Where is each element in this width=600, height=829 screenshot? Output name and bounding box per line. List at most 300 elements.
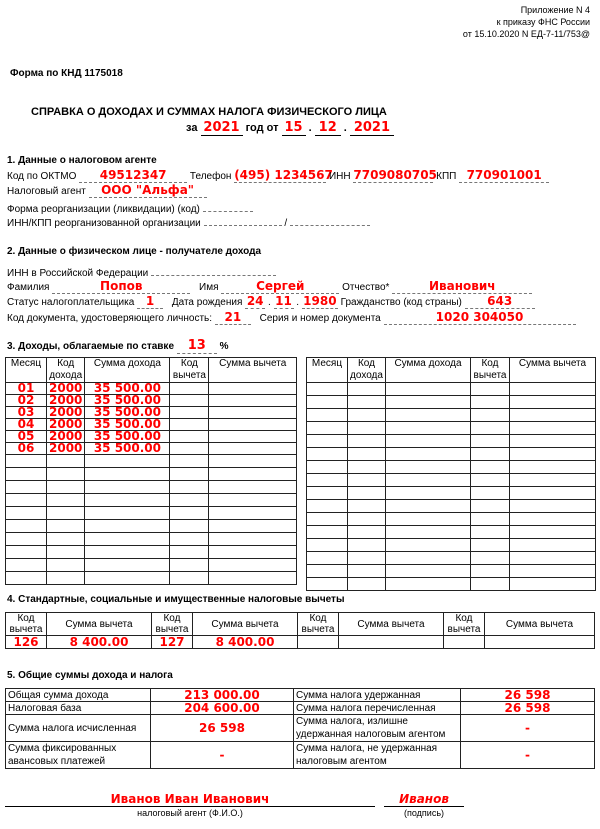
empty-cell[interactable] bbox=[386, 578, 471, 591]
income-table-left bbox=[5, 357, 297, 585]
table-row bbox=[307, 487, 596, 500]
empty-cell[interactable] bbox=[47, 559, 85, 572]
empty-cell[interactable] bbox=[386, 526, 471, 539]
col-deduction-code: Код вычета bbox=[152, 613, 193, 636]
col-income-amount: Сумма дохода bbox=[386, 358, 471, 383]
empty-cell[interactable] bbox=[209, 546, 297, 559]
col-month: Месяц bbox=[307, 358, 348, 383]
table-row bbox=[307, 578, 596, 591]
empty-cell[interactable] bbox=[307, 435, 348, 448]
deduction-amount-cell[interactable] bbox=[209, 443, 297, 455]
month-cell[interactable]: 04 bbox=[6, 419, 47, 431]
empty-cell[interactable] bbox=[348, 526, 386, 539]
person-status-row: Статус налогоплательщика 1 Дата рождения 24 . 11 . 1980 Гражданство (код страны) 643 bbox=[7, 294, 535, 309]
empty-cell[interactable] bbox=[47, 546, 85, 559]
deduction-code-cell[interactable] bbox=[170, 431, 209, 443]
empty-cell[interactable] bbox=[85, 468, 170, 481]
empty-cell[interactable] bbox=[510, 487, 596, 500]
income-amount-cell[interactable]: 35 500.00 bbox=[85, 407, 170, 419]
empty-cell[interactable] bbox=[6, 494, 47, 507]
empty-cell[interactable] bbox=[85, 546, 170, 559]
empty-cell[interactable] bbox=[471, 435, 510, 448]
empty-cell[interactable] bbox=[348, 474, 386, 487]
table-row bbox=[307, 526, 596, 539]
empty-cell[interactable] bbox=[386, 500, 471, 513]
section5-title: 5. Общие суммы дохода и налога bbox=[7, 670, 173, 681]
col-deduction-code: Код вычета bbox=[471, 358, 510, 383]
slash: / bbox=[284, 218, 288, 229]
income-amount-cell[interactable]: 35 500.00 bbox=[85, 419, 170, 431]
empty-cell[interactable] bbox=[85, 559, 170, 572]
empty-cell[interactable] bbox=[47, 520, 85, 533]
table-row bbox=[6, 702, 595, 715]
empty-cell[interactable] bbox=[471, 474, 510, 487]
col-deduction-code: Код вычета bbox=[444, 613, 485, 636]
income-code-cell[interactable]: 2000 bbox=[47, 419, 85, 431]
empty-cell[interactable] bbox=[307, 448, 348, 461]
table-row bbox=[6, 546, 297, 559]
deduction-amount-cell[interactable]: 8 400.00 bbox=[193, 636, 298, 649]
table-row bbox=[6, 494, 297, 507]
empty-cell[interactable] bbox=[471, 448, 510, 461]
table-row bbox=[307, 513, 596, 526]
agent-name-row bbox=[7, 183, 207, 198]
empty-cell[interactable] bbox=[348, 396, 386, 409]
form-code: Форма по КНД 1175018 bbox=[10, 68, 123, 79]
reorg-label: Форма реорганизации (ликвидации) (код) bbox=[7, 204, 200, 215]
empty-cell[interactable] bbox=[348, 422, 386, 435]
section3-title: 3. Доходы, облагаемые по ставке bbox=[7, 341, 175, 352]
empty-cell[interactable] bbox=[510, 565, 596, 578]
empty-cell[interactable] bbox=[348, 578, 386, 591]
name-label: Имя bbox=[199, 282, 219, 293]
deduction-amount-cell[interactable] bbox=[485, 636, 595, 649]
fixed-advance-label: Сумма фиксированных авансовых платежей bbox=[6, 742, 151, 769]
date-year-field[interactable]: 2021 bbox=[350, 120, 394, 136]
signature-caption: (подпись) bbox=[403, 808, 445, 818]
section2-title: 2. Данные о физическом лице - получателе дохода bbox=[7, 246, 262, 257]
empty-cell[interactable] bbox=[471, 539, 510, 552]
empty-cell[interactable] bbox=[386, 396, 471, 409]
empty-cell[interactable] bbox=[471, 526, 510, 539]
tax-not-withheld-label: Сумма налога, не удержанная налоговым агентом bbox=[294, 742, 461, 769]
month-cell[interactable]: 01 bbox=[6, 383, 47, 395]
deduction-amount-cell[interactable]: 8 400.00 bbox=[47, 636, 152, 649]
agent-codes-row bbox=[7, 168, 549, 183]
income-amount-cell[interactable]: 35 500.00 bbox=[85, 395, 170, 407]
inn-label: ИНН bbox=[328, 171, 351, 182]
order-label: к приказу ФНС России bbox=[496, 17, 590, 27]
kpp-label: КПП bbox=[436, 171, 457, 182]
empty-cell[interactable] bbox=[47, 533, 85, 546]
empty-cell[interactable] bbox=[386, 409, 471, 422]
empty-cell[interactable] bbox=[348, 435, 386, 448]
person-doc-row bbox=[7, 310, 576, 325]
empty-cell[interactable] bbox=[47, 455, 85, 468]
reorg-kpp-field[interactable] bbox=[290, 214, 370, 226]
month-cell[interactable]: 02 bbox=[6, 395, 47, 407]
table-header-row bbox=[6, 613, 595, 636]
document-date-line bbox=[186, 120, 394, 136]
table-row bbox=[6, 443, 297, 455]
patronymic-field[interactable]: Иванович bbox=[392, 279, 532, 294]
agent-fio[interactable]: Иванов Иван Иванович bbox=[110, 792, 270, 806]
deduction-code-cell[interactable]: 127 bbox=[152, 636, 193, 649]
signature-line bbox=[384, 792, 464, 807]
empty-cell[interactable] bbox=[47, 507, 85, 520]
col-income-amount: Сумма дохода bbox=[85, 358, 170, 383]
empty-cell[interactable] bbox=[170, 481, 209, 494]
empty-cell[interactable] bbox=[386, 435, 471, 448]
col-deduction-amount: Сумма вычета bbox=[47, 613, 152, 636]
deduction-code-cell[interactable] bbox=[170, 395, 209, 407]
total-income-value[interactable]: 213 000.00 bbox=[151, 689, 294, 702]
empty-cell[interactable] bbox=[348, 513, 386, 526]
month-field[interactable]: 12 bbox=[315, 120, 341, 136]
deduction-code-cell[interactable] bbox=[444, 636, 485, 649]
for-label: за bbox=[186, 122, 198, 134]
empty-cell[interactable] bbox=[348, 500, 386, 513]
reorg-code-field[interactable] bbox=[203, 200, 253, 212]
doc-code-field[interactable]: 21 bbox=[215, 310, 251, 325]
empty-cell[interactable] bbox=[471, 396, 510, 409]
empty-cell[interactable] bbox=[386, 383, 471, 396]
table-row bbox=[6, 533, 297, 546]
tax-overwithheld-label: Сумма налога, излишне удержанная налоговым агентом bbox=[294, 715, 461, 742]
tax-rate-field[interactable]: 13 bbox=[177, 338, 217, 354]
empty-cell[interactable] bbox=[170, 507, 209, 520]
deduction-amount-cell[interactable] bbox=[339, 636, 444, 649]
kpp-field[interactable]: 770901001 bbox=[459, 168, 549, 183]
table-row bbox=[307, 448, 596, 461]
empty-cell[interactable] bbox=[348, 461, 386, 474]
empty-cell[interactable] bbox=[307, 383, 348, 396]
empty-cell[interactable] bbox=[209, 468, 297, 481]
empty-cell[interactable] bbox=[170, 468, 209, 481]
income-amount-cell[interactable]: 35 500.00 bbox=[85, 443, 170, 455]
empty-cell[interactable] bbox=[307, 552, 348, 565]
section4-title: 4. Стандартные, социальные и имущественные налоговые вычеты bbox=[7, 594, 345, 605]
col-deduction-amount: Сумма вычета bbox=[339, 613, 444, 636]
person-inn-row bbox=[7, 264, 276, 279]
empty-cell[interactable] bbox=[471, 383, 510, 396]
tax-withheld-value[interactable]: 26 598 bbox=[461, 689, 595, 702]
income-code-cell[interactable]: 2000 bbox=[47, 443, 85, 455]
empty-cell[interactable] bbox=[170, 494, 209, 507]
reorg-row bbox=[7, 200, 253, 215]
empty-cell[interactable] bbox=[170, 520, 209, 533]
empty-cell[interactable] bbox=[510, 513, 596, 526]
empty-cell[interactable] bbox=[386, 474, 471, 487]
empty-cell[interactable] bbox=[471, 487, 510, 500]
table-row bbox=[307, 500, 596, 513]
empty-cell[interactable] bbox=[510, 539, 596, 552]
month-cell[interactable]: 06 bbox=[6, 443, 47, 455]
empty-cell[interactable] bbox=[307, 526, 348, 539]
empty-cell[interactable] bbox=[348, 409, 386, 422]
empty-cell[interactable] bbox=[85, 572, 170, 585]
signature-value[interactable]: Иванов bbox=[399, 792, 449, 806]
empty-cell[interactable] bbox=[6, 533, 47, 546]
empty-cell[interactable] bbox=[471, 552, 510, 565]
empty-cell[interactable] bbox=[85, 494, 170, 507]
birth-year-field[interactable]: 1980 bbox=[303, 294, 337, 308]
empty-cell[interactable] bbox=[510, 526, 596, 539]
table-row bbox=[6, 689, 595, 702]
col-deduction-amount: Сумма вычета bbox=[485, 613, 595, 636]
table-header-row bbox=[6, 358, 297, 383]
empty-cell[interactable] bbox=[170, 559, 209, 572]
empty-cell[interactable] bbox=[307, 565, 348, 578]
empty-cell[interactable] bbox=[386, 448, 471, 461]
empty-cell[interactable] bbox=[47, 481, 85, 494]
empty-cell[interactable] bbox=[386, 513, 471, 526]
appendix-label: Приложение N 4 bbox=[520, 5, 590, 15]
empty-cell[interactable] bbox=[510, 409, 596, 422]
phone-label: Телефон bbox=[189, 171, 232, 182]
empty-cell[interactable] bbox=[170, 533, 209, 546]
empty-cell[interactable] bbox=[386, 565, 471, 578]
deduction-code-cell[interactable] bbox=[298, 636, 339, 649]
col-income-code: Код дохода bbox=[47, 358, 85, 383]
empty-cell[interactable] bbox=[348, 487, 386, 500]
birth-day-field[interactable]: 24 bbox=[246, 294, 264, 308]
empty-cell[interactable] bbox=[307, 474, 348, 487]
empty-cell[interactable] bbox=[510, 435, 596, 448]
status-label: Статус налогоплательщика bbox=[7, 297, 135, 308]
income-code-cell[interactable]: 2000 bbox=[47, 407, 85, 419]
empty-cell[interactable] bbox=[348, 565, 386, 578]
empty-cell[interactable] bbox=[510, 500, 596, 513]
deduction-amount-cell[interactable] bbox=[209, 431, 297, 443]
empty-cell[interactable] bbox=[510, 396, 596, 409]
table-row bbox=[307, 435, 596, 448]
citizenship-field[interactable]: 643 bbox=[465, 294, 535, 309]
empty-cell[interactable] bbox=[6, 455, 47, 468]
total-income-label: Общая сумма дохода bbox=[6, 689, 151, 702]
reorg-inn-field[interactable] bbox=[204, 214, 282, 226]
fixed-advance-value[interactable]: - bbox=[151, 742, 294, 769]
table-row bbox=[307, 565, 596, 578]
col-deduction-code: Код вычета bbox=[170, 358, 209, 383]
table-header-row bbox=[307, 358, 596, 383]
empty-cell[interactable] bbox=[209, 494, 297, 507]
empty-cell[interactable] bbox=[348, 448, 386, 461]
income-code-cell[interactable]: 2000 bbox=[47, 383, 85, 395]
empty-cell[interactable] bbox=[307, 409, 348, 422]
empty-cell[interactable] bbox=[471, 409, 510, 422]
empty-cell[interactable] bbox=[85, 533, 170, 546]
doc-code-label: Код документа, удостоверяющего личность: bbox=[7, 313, 213, 324]
empty-cell[interactable] bbox=[6, 572, 47, 585]
empty-cell[interactable] bbox=[348, 383, 386, 396]
empty-cell[interactable] bbox=[6, 507, 47, 520]
empty-cell[interactable] bbox=[471, 500, 510, 513]
totals-table bbox=[5, 688, 595, 769]
empty-cell[interactable] bbox=[6, 559, 47, 572]
table-row bbox=[6, 715, 595, 742]
empty-cell[interactable] bbox=[307, 461, 348, 474]
empty-cell[interactable] bbox=[85, 507, 170, 520]
empty-cell[interactable] bbox=[348, 552, 386, 565]
income-code-cell[interactable]: 2000 bbox=[47, 395, 85, 407]
deduction-amount-cell[interactable] bbox=[209, 383, 297, 395]
doc-number-field[interactable]: 1020 304050 bbox=[384, 310, 576, 325]
empty-cell[interactable] bbox=[307, 513, 348, 526]
agent-label: Налоговый агент bbox=[7, 186, 86, 197]
tax-overwithheld-value[interactable]: - bbox=[461, 715, 595, 742]
table-row bbox=[307, 409, 596, 422]
empty-cell[interactable] bbox=[307, 578, 348, 591]
agent-name-field[interactable]: ООО "Альфа" bbox=[89, 183, 207, 198]
tax-calculated-label: Сумма налога исчисленная bbox=[6, 715, 151, 742]
table-row bbox=[6, 572, 297, 585]
table-row bbox=[6, 468, 297, 481]
month-cell[interactable]: 05 bbox=[6, 431, 47, 443]
doc-number-label: Серия и номер документа bbox=[259, 313, 381, 324]
income-amount-cell[interactable]: 35 500.00 bbox=[85, 431, 170, 443]
percent-sign: % bbox=[219, 341, 229, 352]
empty-cell[interactable] bbox=[471, 513, 510, 526]
empty-cell[interactable] bbox=[209, 533, 297, 546]
empty-cell[interactable] bbox=[170, 546, 209, 559]
surname-field[interactable]: Попов bbox=[52, 279, 190, 294]
empty-cell[interactable] bbox=[471, 578, 510, 591]
empty-cell[interactable] bbox=[510, 422, 596, 435]
dot: . bbox=[343, 122, 347, 134]
empty-cell[interactable] bbox=[6, 520, 47, 533]
table-row bbox=[6, 520, 297, 533]
empty-cell[interactable] bbox=[6, 546, 47, 559]
empty-cell[interactable] bbox=[170, 455, 209, 468]
empty-cell[interactable] bbox=[6, 481, 47, 494]
tax-calculated-value[interactable]: 26 598 bbox=[151, 715, 294, 742]
empty-cell[interactable] bbox=[471, 461, 510, 474]
surname-label: Фамилия bbox=[7, 282, 50, 293]
empty-cell[interactable] bbox=[510, 552, 596, 565]
person-name-row bbox=[7, 279, 532, 294]
empty-cell[interactable] bbox=[209, 455, 297, 468]
table-row bbox=[307, 461, 596, 474]
empty-cell[interactable] bbox=[47, 468, 85, 481]
empty-cell[interactable] bbox=[307, 539, 348, 552]
table-row bbox=[6, 559, 297, 572]
year-field[interactable]: 2021 bbox=[201, 120, 243, 136]
empty-cell[interactable] bbox=[170, 572, 209, 585]
empty-cell[interactable] bbox=[47, 572, 85, 585]
empty-cell[interactable] bbox=[386, 539, 471, 552]
table-row bbox=[6, 636, 595, 649]
agent-name-line bbox=[5, 792, 375, 807]
deduction-amount-cell[interactable] bbox=[209, 419, 297, 431]
section1-title: 1. Данные о налоговом агенте bbox=[7, 155, 157, 166]
deduction-code-cell[interactable] bbox=[170, 383, 209, 395]
table-row bbox=[6, 481, 297, 494]
person-inn-label: ИНН в Российской Федерации bbox=[7, 268, 149, 279]
deduction-amount-cell[interactable] bbox=[209, 407, 297, 419]
empty-cell[interactable] bbox=[510, 448, 596, 461]
deduction-code-cell[interactable] bbox=[170, 419, 209, 431]
empty-cell[interactable] bbox=[85, 455, 170, 468]
col-income-code: Код дохода bbox=[348, 358, 386, 383]
empty-cell[interactable] bbox=[85, 481, 170, 494]
empty-cell[interactable] bbox=[85, 520, 170, 533]
tax-base-value[interactable]: 204 600.00 bbox=[151, 702, 294, 715]
col-deduction-amount: Сумма вычета bbox=[510, 358, 596, 383]
status-field[interactable]: 1 bbox=[137, 294, 163, 309]
first-name-field[interactable]: Сергей bbox=[221, 279, 339, 294]
empty-cell[interactable] bbox=[307, 500, 348, 513]
empty-cell[interactable] bbox=[209, 481, 297, 494]
table-row bbox=[307, 396, 596, 409]
income-table-right bbox=[306, 357, 596, 591]
empty-cell[interactable] bbox=[386, 422, 471, 435]
deduction-code-cell[interactable] bbox=[170, 443, 209, 455]
empty-cell[interactable] bbox=[510, 461, 596, 474]
empty-cell[interactable] bbox=[209, 559, 297, 572]
day-field[interactable]: 15 bbox=[282, 120, 306, 136]
reorg-inn-label: ИНН/КПП реорганизованной организации bbox=[7, 218, 201, 229]
year-label: год от bbox=[245, 122, 279, 134]
tax-withheld-label: Сумма налога удержанная bbox=[294, 689, 461, 702]
empty-cell[interactable] bbox=[386, 487, 471, 500]
empty-cell[interactable] bbox=[471, 565, 510, 578]
empty-cell[interactable] bbox=[386, 461, 471, 474]
col-deduction-code: Код вычета bbox=[298, 613, 339, 636]
table-row bbox=[307, 474, 596, 487]
income-code-cell[interactable]: 2000 bbox=[47, 431, 85, 443]
empty-cell[interactable] bbox=[209, 507, 297, 520]
empty-cell[interactable] bbox=[348, 539, 386, 552]
empty-cell[interactable] bbox=[307, 422, 348, 435]
empty-cell[interactable] bbox=[510, 383, 596, 396]
deduction-code-cell[interactable]: 126 bbox=[6, 636, 47, 649]
empty-cell[interactable] bbox=[209, 520, 297, 533]
tax-not-withheld-value[interactable]: - bbox=[461, 742, 595, 769]
person-inn-field[interactable] bbox=[151, 264, 276, 276]
empty-cell[interactable] bbox=[47, 494, 85, 507]
deduction-code-cell[interactable] bbox=[170, 407, 209, 419]
empty-cell[interactable] bbox=[209, 572, 297, 585]
empty-cell[interactable] bbox=[307, 487, 348, 500]
order-date: от 15.10.2020 N ЕД-7-11/753@ bbox=[462, 29, 590, 39]
agent-inn-field[interactable]: 7709080705 bbox=[353, 168, 437, 182]
table-row bbox=[6, 507, 297, 520]
empty-cell[interactable] bbox=[307, 396, 348, 409]
empty-cell[interactable] bbox=[510, 578, 596, 591]
empty-cell[interactable] bbox=[386, 552, 471, 565]
tax-transferred-value[interactable]: 26 598 bbox=[461, 702, 595, 715]
phone-field[interactable]: (495) 1234567 bbox=[234, 168, 333, 182]
income-amount-cell[interactable]: 35 500.00 bbox=[85, 383, 170, 395]
month-cell[interactable]: 03 bbox=[6, 407, 47, 419]
birth-month-field[interactable]: 11 bbox=[275, 294, 292, 308]
oktmo-field[interactable]: 49512347 bbox=[79, 168, 187, 183]
dot: . bbox=[308, 122, 312, 134]
oktmo-label: Код по ОКТМО bbox=[7, 171, 77, 182]
empty-cell[interactable] bbox=[510, 474, 596, 487]
deduction-amount-cell[interactable] bbox=[209, 395, 297, 407]
table-row bbox=[6, 742, 595, 769]
table-row bbox=[307, 552, 596, 565]
table-row bbox=[307, 422, 596, 435]
birth-label: Дата рождения bbox=[171, 297, 243, 308]
empty-cell[interactable] bbox=[6, 468, 47, 481]
empty-cell[interactable] bbox=[471, 422, 510, 435]
section3-title-row bbox=[7, 338, 228, 354]
citizenship-label: Гражданство (код страны) bbox=[340, 297, 462, 308]
table-row bbox=[307, 539, 596, 552]
